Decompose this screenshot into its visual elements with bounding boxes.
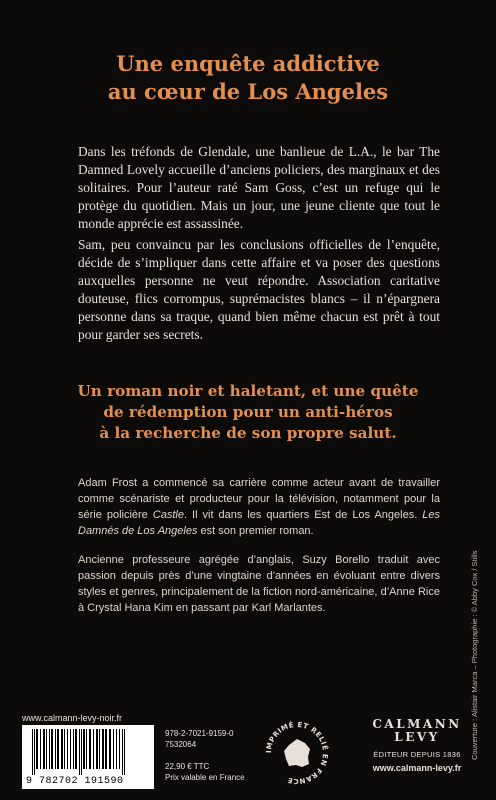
barcode-bar [113, 729, 114, 769]
isbn: 978-2-7021-9159-0 [165, 729, 234, 738]
tagline-line-2: au cœur de Los Angeles [107, 79, 389, 104]
barcode-bar [105, 729, 107, 769]
series-website: www.calmann-levy-noir.fr [22, 713, 123, 723]
pull-quote-line-2: de rédemption pour un anti-héros [103, 403, 393, 421]
tagline [0, 50, 496, 106]
barcode-bar [34, 729, 35, 775]
barcode-bar [83, 729, 85, 769]
series-title: Castle [152, 509, 184, 521]
barcode-bar [81, 729, 82, 775]
pull-quote-line-1: Un roman noir et haletant, et une quête [77, 382, 419, 400]
price-block [165, 761, 245, 783]
synopsis-paragraph-2: Sam, peu convaincu par les conclusions officielles de l’enquête, décide de s’impliquer dans cette affaire et va poser des questions auxquelles personne ne veut répondre. Association caritative douteuse, flics corrompus, suprémacistes blancs – il n’épargnera personne dans sa traque, quand bien même chacun est prêt à tout pour garder ses secrets. [78, 237, 440, 342]
author-bio-text-2: . Il vit dans les quartiers Est de Los Angeles. [183, 509, 423, 521]
barcode-bar [75, 729, 77, 769]
publisher-since: ÉDITEUR DEPUIS 1836 [373, 750, 461, 759]
pull-quote [0, 381, 496, 444]
cover-credit: Couverture : Alistair Marca – Photographie : © Abby Cox / Stills [470, 550, 479, 760]
barcode-bar [57, 729, 59, 769]
barcode-bar [96, 729, 98, 769]
author-bio [78, 475, 440, 539]
barcode-bar [79, 729, 80, 775]
barcode-bar [89, 729, 91, 769]
publisher-website: www.calmann-levy.fr [372, 763, 462, 773]
author-bio-text-1: Adam Frost a commencé sa carrière comme acteur avant de travailler comme scénariste et producteur pour la télévision, notamment pour la série policière [78, 477, 440, 521]
barcode-bar [102, 729, 104, 769]
barcode-bar [122, 729, 123, 775]
printed-in-france-seal [262, 718, 332, 788]
publisher-logo [358, 718, 476, 773]
barcode-bar [119, 729, 120, 769]
book-title: Les Damnés de Los Angeles [78, 509, 440, 537]
barcode-bar [86, 729, 87, 769]
translator-bio: Ancienne professeure agrégée d’anglais, Suzy Borello traduit avec passion depuis près d’une vingtaine d’années en évoluant entre divers styles et genres, principalement de la fiction nord-américaine, d’Anne Rice à Crystal Hana Kim en passant par Karl Marlantes. [78, 554, 440, 614]
barcode-bar [73, 729, 74, 769]
price-note: Prix valable en France [165, 773, 245, 782]
barcode-bar [67, 729, 68, 769]
barcode-bar [70, 729, 71, 769]
author-bio-text-3: est son premier roman. [197, 525, 314, 537]
isbn-block [165, 728, 234, 750]
france-map-icon [284, 739, 310, 767]
barcode-bar [32, 729, 33, 775]
barcode-bar [93, 729, 94, 769]
barcode-bar [46, 729, 47, 769]
tagline-line-1: Une enquête addictive [116, 51, 380, 76]
barcode-bar [55, 729, 56, 769]
seal-text: IMPRIMÉ ET RELIÉ EN FRANCE [264, 720, 330, 786]
barcode-bar [51, 729, 53, 769]
barcode-bar [99, 729, 100, 769]
reference-code: 7532064 [165, 740, 197, 749]
publisher-name-line-1: CALMANN [372, 717, 462, 731]
barcode-bars [30, 729, 146, 775]
barcode-bar [36, 729, 38, 769]
barcode-bar [109, 729, 111, 769]
barcode-bar [124, 729, 125, 775]
pull-quote-line-3: à la recherche de son propre salut. [99, 424, 397, 442]
barcode-bar [64, 729, 65, 769]
barcode-bar [40, 729, 41, 769]
synopsis-paragraph-1: Dans les tréfonds de Glendale, une banlieue de L.A., le bar The Damned Lovely accueille d’anciens policiers, des marginaux et des solitaires. Pour l’auteur raté Sam Goss, c’est un refuge qui le protège du quotidien. Mais un jour, une jeune cliente que tout le monde apprécie est assassinée. [78, 144, 440, 231]
barcode-bar [49, 729, 50, 769]
barcode-bar [43, 729, 45, 769]
barcode-digits: 9 782702 191590 [26, 776, 124, 787]
barcode-bar [116, 729, 117, 769]
barcode [22, 725, 154, 789]
barcode-bar [61, 729, 63, 769]
price: 22,90 € TTC [165, 762, 210, 771]
publisher-name-line-2: LEVY [394, 730, 440, 744]
